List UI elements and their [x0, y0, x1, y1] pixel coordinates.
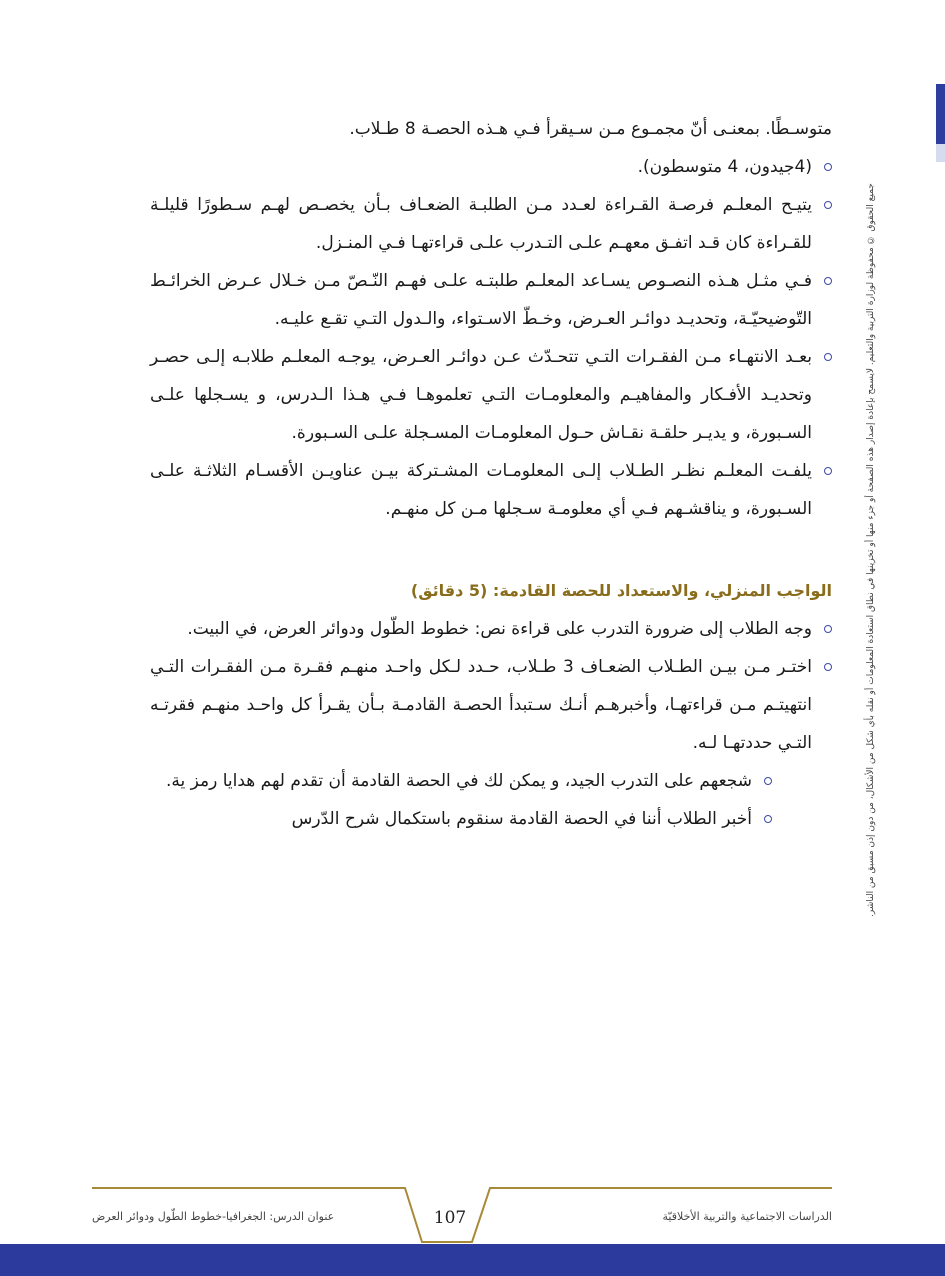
- list-item: يلفـت المعلـم نظـر الطـلاب إلـى المعلومـات المشـتركة بيـن عناويـن الأقسـام الثلاثـة علـى السـبورة، و يناقشـهم فـي أي معلومـة سـجلها مـن كل منهـم.: [150, 452, 832, 528]
- list-item: يتيـح المعلـم فرصـة القـراءة لعـدد مـن الطلبـة الضعـاف بـأن يخصـص لهـم سـطورًا قليلـة للقـراءة كان قـد اتفـق معهـم علـى التـدرب علـى قراءتهـا فـي المنـزل.: [150, 186, 832, 262]
- page-number: 107: [433, 1208, 467, 1228]
- homework-heading: الواجب المنزلي، والاستعداد للحصة القادمة: (5 دقائق): [410, 581, 832, 600]
- activity-list: [150, 148, 832, 528]
- list-item: (4جيدون، 4 متوسطون).: [150, 148, 832, 186]
- list-item: بعـد الانتهـاء مـن الفقـرات التـي تتحـدّث عـن دوائـر العـرض، يوجـه المعلـم طلابـه إلـى حصـر وتحديـد الأفـكار والمفاهيـم والمعلومـات التـي تعلموهـا فـي هـذا الـدرس، و يسـجلها علـى السـبورة، و يديـر حلقـة نقـاش حـول المعلومـات المسـجلة علـى السـبورة.: [150, 338, 832, 452]
- list-item: فـي مثـل هـذه النصـوص يسـاعد المعلـم طلبتـه علـى فهـم النّـصّ مـن خـلال عـرض الخرائـط التّوضيحيّـة، وتحديـد دوائـر العـرض، وخـطّ الاسـتواء، والـدول التـي تقـع عليـه.: [150, 262, 832, 338]
- list-item: شجعهم على التدرب الجيد، و يمكن لك في الحصة القادمة أن تقدم لهم هدايا رمز ية.: [150, 762, 772, 800]
- subject-title: الدراسات الاجتماعية والتربية الأخلاقيّة: [662, 1210, 832, 1223]
- edge-tab-light: [936, 144, 945, 162]
- list-item: وجه الطلاب إلى ضرورة التدرب على قراءة نص: خطوط الطّول ودوائر العرض، في البيت.: [150, 610, 832, 648]
- intro-text: متوسـطًا. بمعنـى أنّ مجمـوع مـن سـيقرأ فـي هـذه الحصـة 8 طـلاب.: [349, 119, 832, 139]
- homework-sublist: [150, 762, 832, 838]
- page-content: [150, 110, 832, 838]
- copyright-notice: جميع الحقوق © محفوظة لوزارة التربية والتعليم. لايسمح بإعادة إصدار هذه الصفحة أو جزء منها أو تخزينها في نطاق استعادة المعلومات أو نقله بأي شكل من الأشكال، من دون إذن مسبق من الناشر.: [866, 183, 876, 917]
- homework-list: [150, 610, 832, 762]
- list-item: اختـر مـن بيـن الطـلاب الضعـاف 3 طـلاب، حـدد لـكل واحـد منهـم فقـرة مـن الفقـرات التـي انتهيتـم مـن قراءتهـا، وأخبرهـم أنـك سـتبدأ الحصـة القادمـة بـأن يقـرأ كل واحـد منهـم فقرتـه التـي حددتهـا لـه.: [150, 648, 832, 762]
- lesson-title: عنوان الدرس: الجغرافيا-خطوط الطّول ودوائر العرض: [92, 1210, 335, 1223]
- list-item: أخبر الطلاب أننا في الحصة القادمة سنقوم باستكمال شرح الدّرس: [150, 800, 772, 838]
- footer-bar: [0, 1244, 945, 1276]
- edge-tab-blue: [936, 84, 945, 144]
